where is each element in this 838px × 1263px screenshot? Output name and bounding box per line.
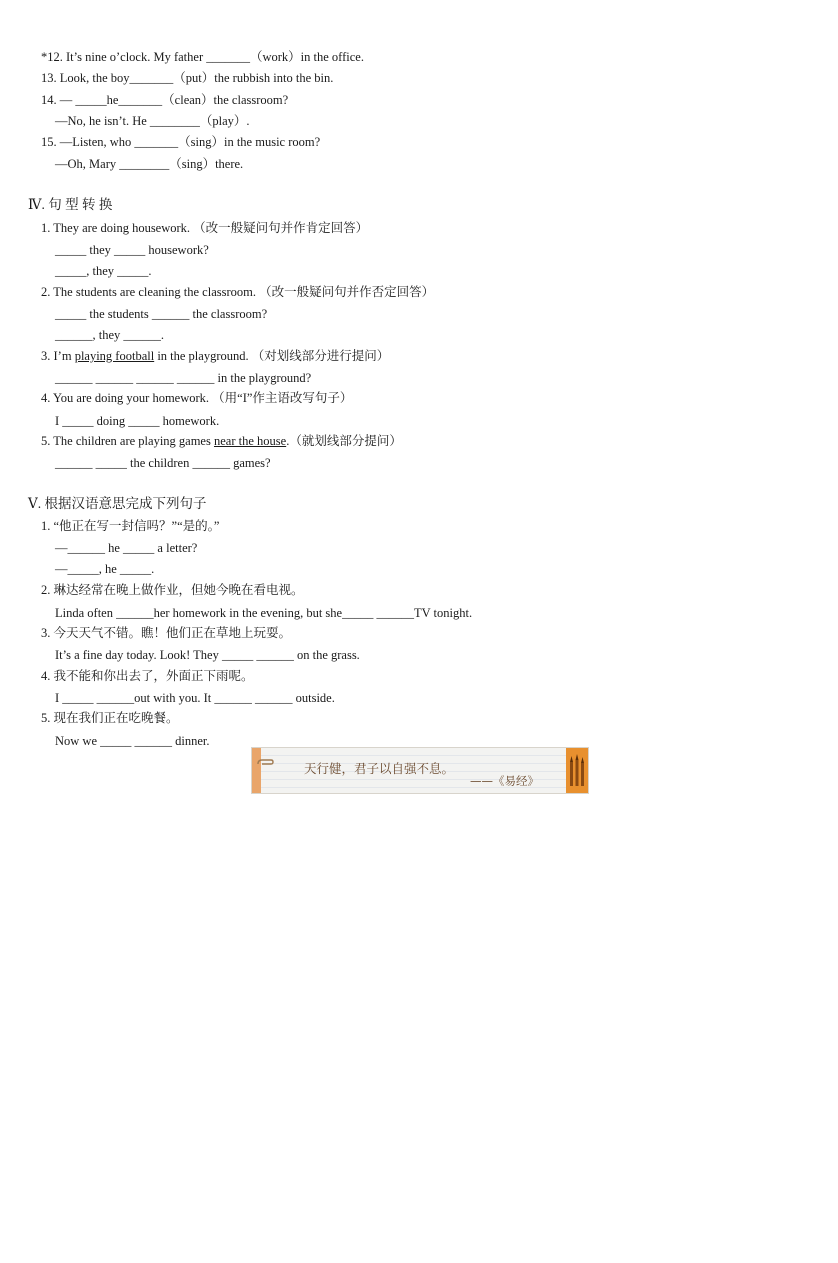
s4-q3 [41,348,389,364]
s5-q1-line2: —_____, he _____. [55,562,155,576]
s4-q1: 1. They are doing housework. （改一般疑问句并作肯定回答） [41,221,369,235]
quote-text: 天行健，君子以自强不息。 [304,761,455,776]
exercise-14-answer: —No, he isn’t. He ________（play）. [55,114,250,128]
s4-q5 [41,433,402,449]
exercise-14-question: 14. — _____he_______（clean）the classroom? [41,93,289,107]
s5-q2: 2. 琳达经常在晚上做作业，但她今晚在看电视。 [41,583,304,597]
s4-q3-underlined: playing football [74,349,155,363]
s4-q2-line1: _____ the students ______ the classroom? [55,307,268,321]
s5-q1-line1: —______ he _____ a letter? [55,541,198,555]
s4-q3-line1: ______ ______ ______ ______ in the playground? [55,371,312,385]
s4-q3-post: in the playground. （对划线部分进行提问） [154,349,390,363]
section-5-heading: Ⅴ. 根据汉语意思完成下列句子 [28,496,207,511]
s4-q4-line1: I _____ doing _____ homework. [55,414,220,428]
s5-q1: 1. “他正在写一封信吗？”“是的。” [41,519,220,533]
s4-q1-line2: _____, they _____. [55,264,152,278]
quote-banner [251,747,589,794]
s4-q5-underlined: near the house [213,434,287,448]
exercise-15-question: 15. —Listen, who _______（sing）in the music room? [41,135,321,149]
s5-q3: 3. 今天天气不错。瞧！他们正在草地上玩耍。 [41,626,292,640]
s5-q4: 4. 我不能和你出去了，外面正下雨呢。 [41,669,254,683]
s4-q4: 4. You are doing your homework. （用“I”作主语改写句子） [41,391,353,405]
s4-q3-pre: 3. I’m [41,349,75,363]
s4-q5-pre: 5. The children are playing games [41,434,214,448]
banner-right-edge [566,748,588,793]
pencils-icon [568,754,586,793]
s4-q5-post: .（就划线部分提问） [286,434,402,448]
s4-q2-line2: ______, they ______. [55,328,165,342]
s4-q1-line1: _____ they _____ housework? [55,243,209,257]
s4-q2: 2. The students are cleaning the classroom. （改一般疑问句并作否定回答） [41,285,435,299]
exercise-12: *12. It’s nine o’clock. My father _______（work）in the office. [41,50,364,64]
s5-q5-line1: Now we _____ ______ dinner. [55,734,210,748]
exercise-15-answer: —Oh, Mary ________（sing）there. [55,157,244,171]
s5-q4-line1: I _____ ______out with you. It ______ ______ outside. [55,691,335,705]
quote-source: ——《易经》 [470,774,539,788]
paperclip-icon [256,756,274,774]
s5-q5: 5. 现在我们正在吃晚餐。 [41,711,179,725]
s5-q2-line1: Linda often ______her homework in the evening, but she_____ ______TV tonight. [55,606,473,620]
exercise-13: 13. Look, the boy_______（put）the rubbish into the bin. [41,71,334,85]
s4-q5-line1: ______ _____ the children ______ games? [55,456,271,470]
section-4-heading: Ⅳ. 句 型 转 换 [28,197,113,212]
s5-q3-line1: It’s a fine day today. Look! They _____ ______ on the grass. [55,648,360,662]
